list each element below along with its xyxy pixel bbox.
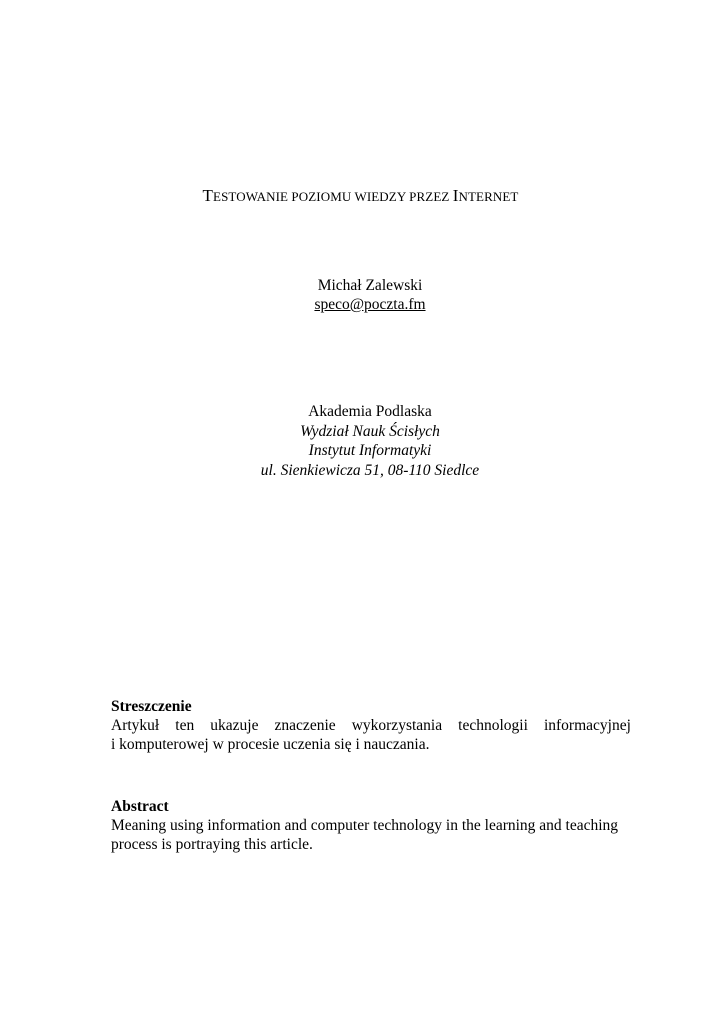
streszczenie-line-1: [111, 716, 631, 735]
title-text-2: NTERNET: [458, 189, 519, 204]
abstract-line-2: process is portraying this article.: [111, 836, 313, 853]
address: ul. Sienkiewicza 51, 08-110 Siedlce: [260, 461, 480, 479]
streszczenie-word: wykorzystania: [351, 717, 443, 734]
paper-title: [0, 185, 721, 208]
streszczenie-line-2: i komputerowej w procesie uczenia się i nauczania.: [111, 736, 430, 753]
streszczenie-word: ten: [175, 717, 195, 734]
title-text-1: ESTOWANIE POZIOMU WIEDZY PRZEZ: [213, 189, 453, 204]
university-name: Akademia Podlaska: [308, 403, 432, 420]
streszczenie-heading: Streszczenie: [111, 698, 192, 715]
author-block: [0, 276, 721, 314]
author-name: Michał Zalewski: [317, 277, 423, 294]
abstract-line-1: Meaning using information and computer technology in the learning and teaching: [111, 817, 619, 834]
streszczenie-word: znaczenie: [274, 717, 336, 734]
streszczenie-word: technologii: [458, 717, 528, 734]
streszczenie-word: informacyjnej: [543, 717, 631, 734]
streszczenie-word: Artykuł: [111, 717, 160, 734]
streszczenie-word: ukazuje: [210, 717, 259, 734]
affiliation-block: [0, 402, 721, 480]
faculty-name: Wydział Nauk Ścisłych: [300, 422, 440, 440]
title-initial-1: T: [202, 186, 214, 205]
institute-name: Instytut Informatyki: [308, 442, 432, 459]
title-initial-2: I: [452, 186, 459, 205]
abstract-section: [111, 797, 631, 854]
author-email-link[interactable]: speco@poczta.fm: [314, 296, 426, 313]
abstract-heading: Abstract: [111, 798, 169, 815]
streszczenie-section: [111, 697, 631, 754]
